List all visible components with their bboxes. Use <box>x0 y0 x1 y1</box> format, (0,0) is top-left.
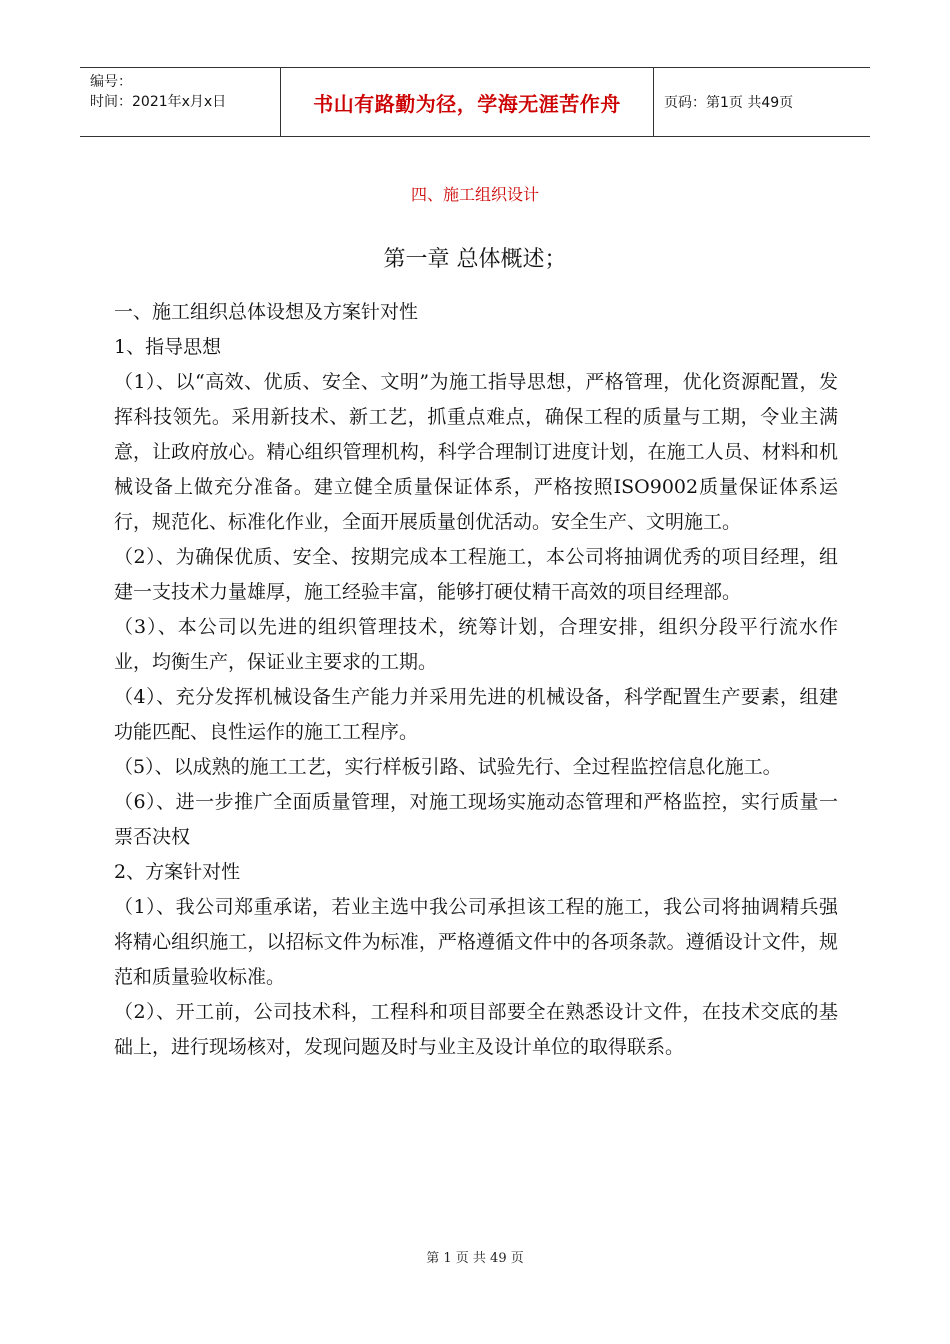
paragraph-item: （3）、本公司以先进的组织管理技术，统筹计划，合理安排，组织分段平行流水作业，均衡生产，保证业主要求的工期。 <box>114 616 838 673</box>
heading-plan-relevance: 2、方案针对性 <box>114 861 241 883</box>
paragraph-item: （4）、充分发挥机械设备生产能力并采用先进的机械设备，科学配置生产要素，组建功能匹配、良性运作的施工工程序。 <box>114 686 838 743</box>
chapter-title: 第一章 总体概述； <box>383 247 567 272</box>
document-date-label: 时间：2021年x月x日 <box>90 94 227 110</box>
paragraph-item: （6）、进一步推广全面质量管理，对施工现场实施动态管理和严格监控，实行质量一票否决权 <box>114 791 838 848</box>
paragraph-item: （5）、以成熟的施工工艺，实行样板引路、试验先行、全过程监控信息化施工。 <box>114 756 782 778</box>
header-motto: 书山有路勤为径，学海无涯苦作舟 <box>281 68 654 136</box>
section-title: 四、施工组织设计 <box>410 185 539 204</box>
paragraph-item: （2）、开工前，公司技术科，工程科和项目部要全在熟悉设计文件，在技术交底的基础上，进行现场核对，发现问题及时与业主及设计单位的取得联系。 <box>114 1001 838 1058</box>
document-number-label: 编号： <box>90 74 132 90</box>
header-meta-cell <box>80 68 281 136</box>
document-body <box>114 295 838 1065</box>
document-header <box>80 67 870 137</box>
paragraph-item: （1）、以“高效、优质、安全、文明”为施工指导思想，严格管理，优化资源配置，发挥科技领先。采用新技术、新工艺，抓重点难点，确保工程的质量与工期，令业主满意，让政府放心。精心组织管理机构，科学合理制订进度计划，在施工人员、材料和机械设备上做充分准备。建立健全质量保证体系，严格按照ISO9002质量保证体系运行，规范化、标准化作业，全面开展质量创优活动。安全生产、文明施工。 <box>114 371 838 533</box>
heading-guiding-principle: 1、指导思想 <box>114 336 222 358</box>
paragraph-item: （2）、为确保优质、安全、按期完成本工程施工，本公司将抽调优秀的项目经理，组建一支技术力量雄厚，施工经验丰富，能够打硬仗精干高效的项目经理部。 <box>114 546 838 603</box>
paragraph-item: （1）、我公司郑重承诺，若业主选中我公司承担该工程的施工，我公司将抽调精兵强将精心组织施工，以招标文件为标准，严格遵循文件中的各项条款。遵循设计文件，规范和质量验收标准。 <box>114 896 838 988</box>
page-footer: 第 1 页 共 49 页 <box>426 1251 524 1266</box>
heading-overall-plan: 一、施工组织总体设想及方案针对性 <box>114 301 419 323</box>
header-page-info: 页码：第1页 共49页 <box>664 95 794 111</box>
